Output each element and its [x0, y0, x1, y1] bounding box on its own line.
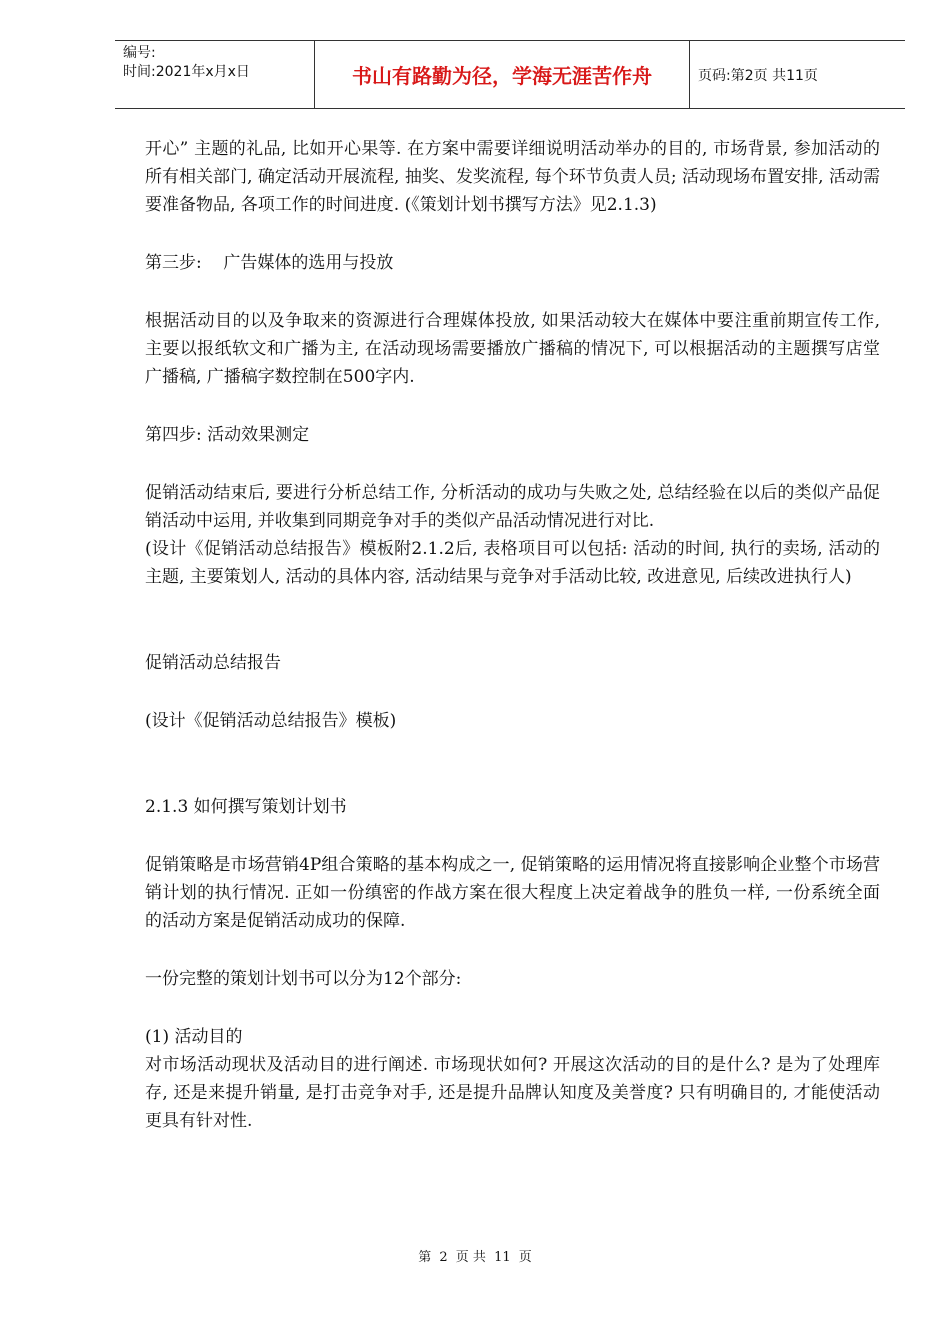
- paragraph: 一份完整的策划计划书可以分为12个部分:: [145, 969, 462, 989]
- number-label: 编号:: [123, 45, 156, 61]
- footer-suffix: 页: [518, 1250, 532, 1265]
- page-footer: [0, 1246, 950, 1265]
- footer-total-pages: 11: [494, 1250, 511, 1265]
- template-note: (设计《促销活动总结报告》模板): [145, 711, 397, 731]
- footer-page-number: 2: [439, 1250, 448, 1265]
- document-body: [145, 135, 880, 1135]
- footer-middle: 页 共: [455, 1250, 486, 1265]
- step3-heading: 第三步: 广告媒体的选用与投放: [145, 253, 394, 273]
- paragraph: (设计《促销活动总结报告》模板附2.1.2后, 表格项目可以包括: 活动的时间, 执行的卖场, 活动的主题, 主要策划人, 活动的具体内容, 活动结果与竞争对手活动比较, 改进意见, 后续改进执行人): [145, 539, 880, 587]
- time-label: 时间:2021年x月x日: [123, 64, 250, 80]
- report-heading: 促销活动总结报告: [145, 653, 281, 673]
- header-motto: 书山有路勤为径，学海无涯苦作舟: [315, 41, 690, 108]
- footer-prefix: 第: [418, 1250, 432, 1265]
- paragraph: 对市场活动现状及活动目的进行阐述. 市场现状如何? 开展这次活动的目的是什么? 是为了处理库存, 还是来提升销量, 是打击竞争对手, 还是提升品牌认知度及美誉度? 只有明确目的, 才能使活动更具有针对性.: [145, 1055, 880, 1131]
- paragraph: 根据活动目的以及争取来的资源进行合理媒体投放, 如果活动较大在媒体中要注重前期宣传工作, 主要以报纸软文和广播为主, 在活动现场需要播放广播稿的情况下, 可以根据活动的主题撰写店堂广播稿, 广播稿字数控制在500字内.: [145, 311, 880, 387]
- step4-heading: 第四步: 活动效果测定: [145, 425, 310, 445]
- paragraph: 促销策略是市场营销4P组合策略的基本构成之一, 促销策略的运用情况将直接影响企业整个市场营销计划的执行情况. 正如一份缜密的作战方案在很大程度上决定着战争的胜负一样, 一份系统全面的活动方案是促销活动成功的保障.: [145, 855, 880, 931]
- item1-heading: (1) 活动目的: [145, 1027, 243, 1047]
- paragraph: 促销活动结束后, 要进行分析总结工作, 分析活动的成功与失败之处, 总结经验在以后的类似产品促销活动中运用, 并收集到同期竞争对手的类似产品活动情况进行对比.: [145, 483, 880, 531]
- header-meta: [115, 41, 315, 108]
- paragraph: 开心” 主题的礼品, 比如开心果等. 在方案中需要详细说明活动举办的目的, 市场背景, 参加活动的所有相关部门, 确定活动开展流程, 抽奖、发奖流程, 每个环节负责人员; 活动现场布置安排, 活动需要准备物品, 各项工作的时间进度. (《策划计划书撰写方法》见2.1.3): [145, 139, 880, 215]
- section-heading: 2.1.3 如何撰写策划计划书: [145, 797, 347, 817]
- header-page-label: 页码:第2页 共11页: [698, 67, 818, 84]
- page-header: [115, 40, 905, 109]
